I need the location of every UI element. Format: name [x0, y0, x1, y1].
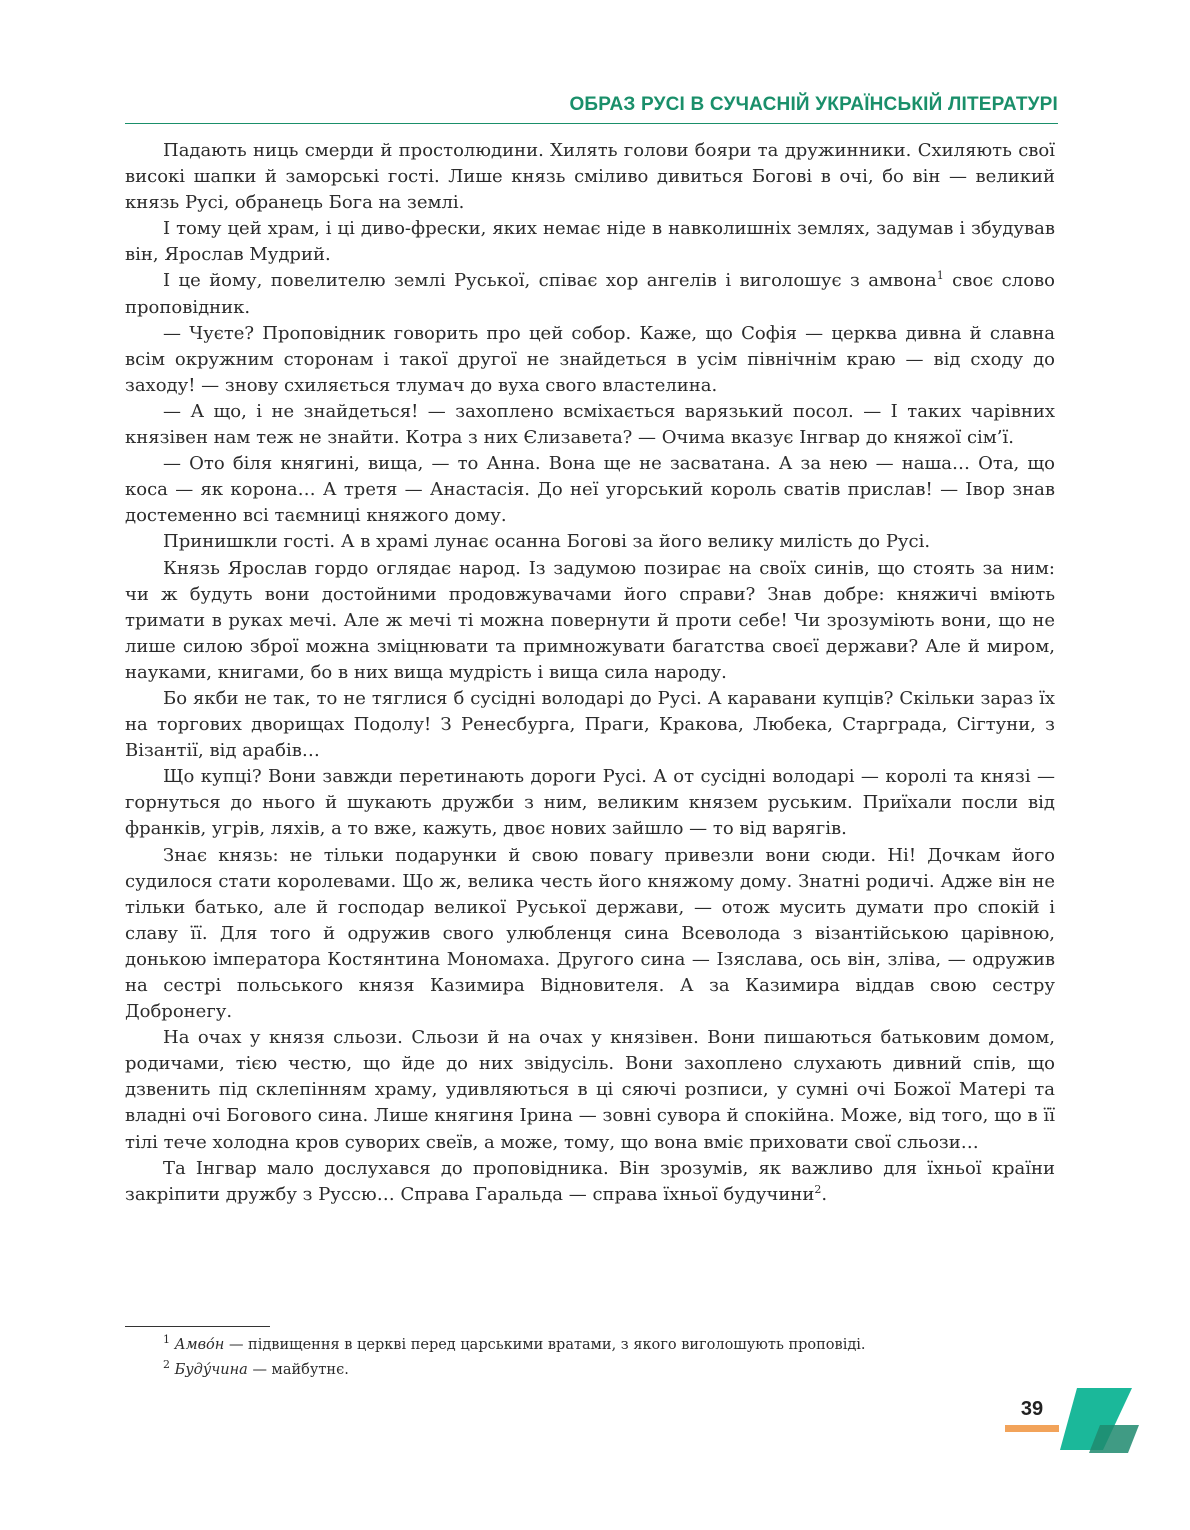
paragraph-text: Та Інгвар мало дослухався до проповідника. Він зрозумів, як важливо для їхньої країни закріпити дружбу з Руссю… Справа Гаральда — справа їхньої будучини [125, 1157, 1055, 1205]
footnote-ref: 1 [936, 269, 944, 283]
footnote-text: — підвищення в церкві перед царськими вратами, з якого виголошують проповіді. [224, 1337, 866, 1353]
page-number-bar [1005, 1425, 1059, 1432]
paragraph: Принишкли гості. А в храмі лунає осанна Богові за його велику милість до Русі. [163, 531, 931, 553]
paragraph: — А що, і не знайдеться! — захоплено всміхається варязький посол. — І таких чарівних князівен нам теж не знайти. Котра з них Єлизавета? — Очима вказує Інгвар до княжої сім’ї. [125, 400, 1055, 449]
page-corner-decoration [1055, 1388, 1145, 1453]
paragraph: — Чуєте? Проповідник говорить про цей собор. Каже, що Софія — церква дивна й славна всім окружним сторонам і такої другої не знайдеться в усім північнім краю — від сходу до заходу! — знову схиляється тлумач до вуха свого властелина. [125, 322, 1055, 396]
paragraph-text: І це йому, повелителю землі Руської, співає хор ангелів і виголошує з амвона [163, 270, 937, 292]
paragraph: Бо якби не так, то не тяглися б сусідні володарі до Русі. А каравани купців? Скільки зараз їх на торгових дворищах Подолу! З Ренесбурга, Праги, Кракова, Любека, Старграда, Сігтуни, з Візантії, від арабів… [125, 687, 1055, 762]
paragraph: Що купці? Вони завжди перетинають дороги Русі. А от сусідні володарі — королі та князі — горнуться до нього й шукають дружби з ним, великим князем руським. Приїхали посли від франків, угрів, ляхів, а то вже, кажуть, двоє нових зайшло — то від варягів. [125, 766, 1055, 840]
paragraph-text: своє слово проповідник. [125, 270, 1055, 318]
footnote-term: Амво́н [174, 1337, 225, 1353]
footnote-rule [125, 1326, 270, 1327]
footnote-1 [163, 1333, 1053, 1358]
paragraph: — Ото біля княгині, вища, — то Анна. Вона ще не засватана. А за нею — наша… Ота, що коса — як корона… А третя — Анастасія. До неї угорський король сватів прислав! — Івор знав достеменно всі таємниці княжого дому. [125, 453, 1055, 527]
paragraph: Падають ниць смерди й простолюдини. Хилять голови бояри та дружинники. Схиляють свої високі шапки й заморські гості. Лише князь сміливо дивиться Богові в очі, бо він — великий князь Русі, обранець Бога на землі. [125, 140, 1055, 214]
paragraph [125, 268, 1055, 320]
footnote-mark: 1 [163, 1333, 170, 1347]
footnote-term: Буду́чина [174, 1362, 248, 1378]
paragraph: І тому цей храм, і ці диво-фрески, яких немає ніде в навколишніх землях, задумав і збудував він, Ярослав Мудрий. [125, 218, 1055, 266]
header-rule [125, 123, 1058, 124]
paragraph: На очах у князя сльози. Сльози й на очах у князівен. Вони пишаються батьковим домом, родичами, тією честю, що йде до них звідусіль. Вони захоплено слухають дивний спів, що дзвенить під склепінням храму, удивляються в ці сяючі розписи, у сумні очі Божої Матері та владні очі Богового сина. Лише княгиня Ірина — зовні сувора й спокійна. Може, від того, що в її тілі тече холодна кров суворих свеїв, а може, тому, що вона вміє приховати свої сльози… [125, 1027, 1055, 1153]
paragraph: Князь Ярослав гордо оглядає народ. Із задумою позирає на своїх синів, що стоять за ним: чи ж будуть вони достойними продовжувачами його справи? Знав добре: княжичі вміють тримати в руках мечі. Але ж мечі ті можна повернути й проти себе! Чи зрозуміють вони, що не лише силою зброї можна зміцнювати та примножувати багатства своєї держави? Але й миром, науками, книгами, бо в них вища мудрість і вища сила народу. [125, 557, 1055, 683]
footnote-text: — майбутнє. [247, 1362, 349, 1378]
footnote-mark: 2 [163, 1358, 170, 1372]
page-number: 39 [1020, 1398, 1044, 1420]
paragraph: Знає князь: не тільки подарунки й свою повагу привезли вони сюди. Ні! Дочкам його судилося стати королевами. Що ж, велика честь його княжому дому. Знатні родичі. Адже він не тільки батько, але й господар великої Руської держави, — отож мусить думати про спокій і славу її. Для того й одружив свого улюбленця сина Всеволода з візантійською царівною, донькою імператора Костянтина Мономаха. Другого сина — Ізяслава, ось він, зліва, — одружив на сестрі польського князя Казимира Відновителя. А за Казимира віддав свою сестру Добронегу. [125, 844, 1055, 1023]
footnote-ref: 2 [814, 1182, 822, 1196]
main-text [125, 138, 1055, 1208]
footnotes [163, 1333, 1053, 1383]
footnote-2 [163, 1358, 1053, 1383]
paragraph-text: . [821, 1183, 828, 1205]
paragraph [125, 1156, 1055, 1208]
running-title: ОБРАЗ РУСІ В СУЧАСНІЙ УКРАЇНСЬКІЙ ЛІТЕРАТУРІ [569, 94, 1058, 115]
